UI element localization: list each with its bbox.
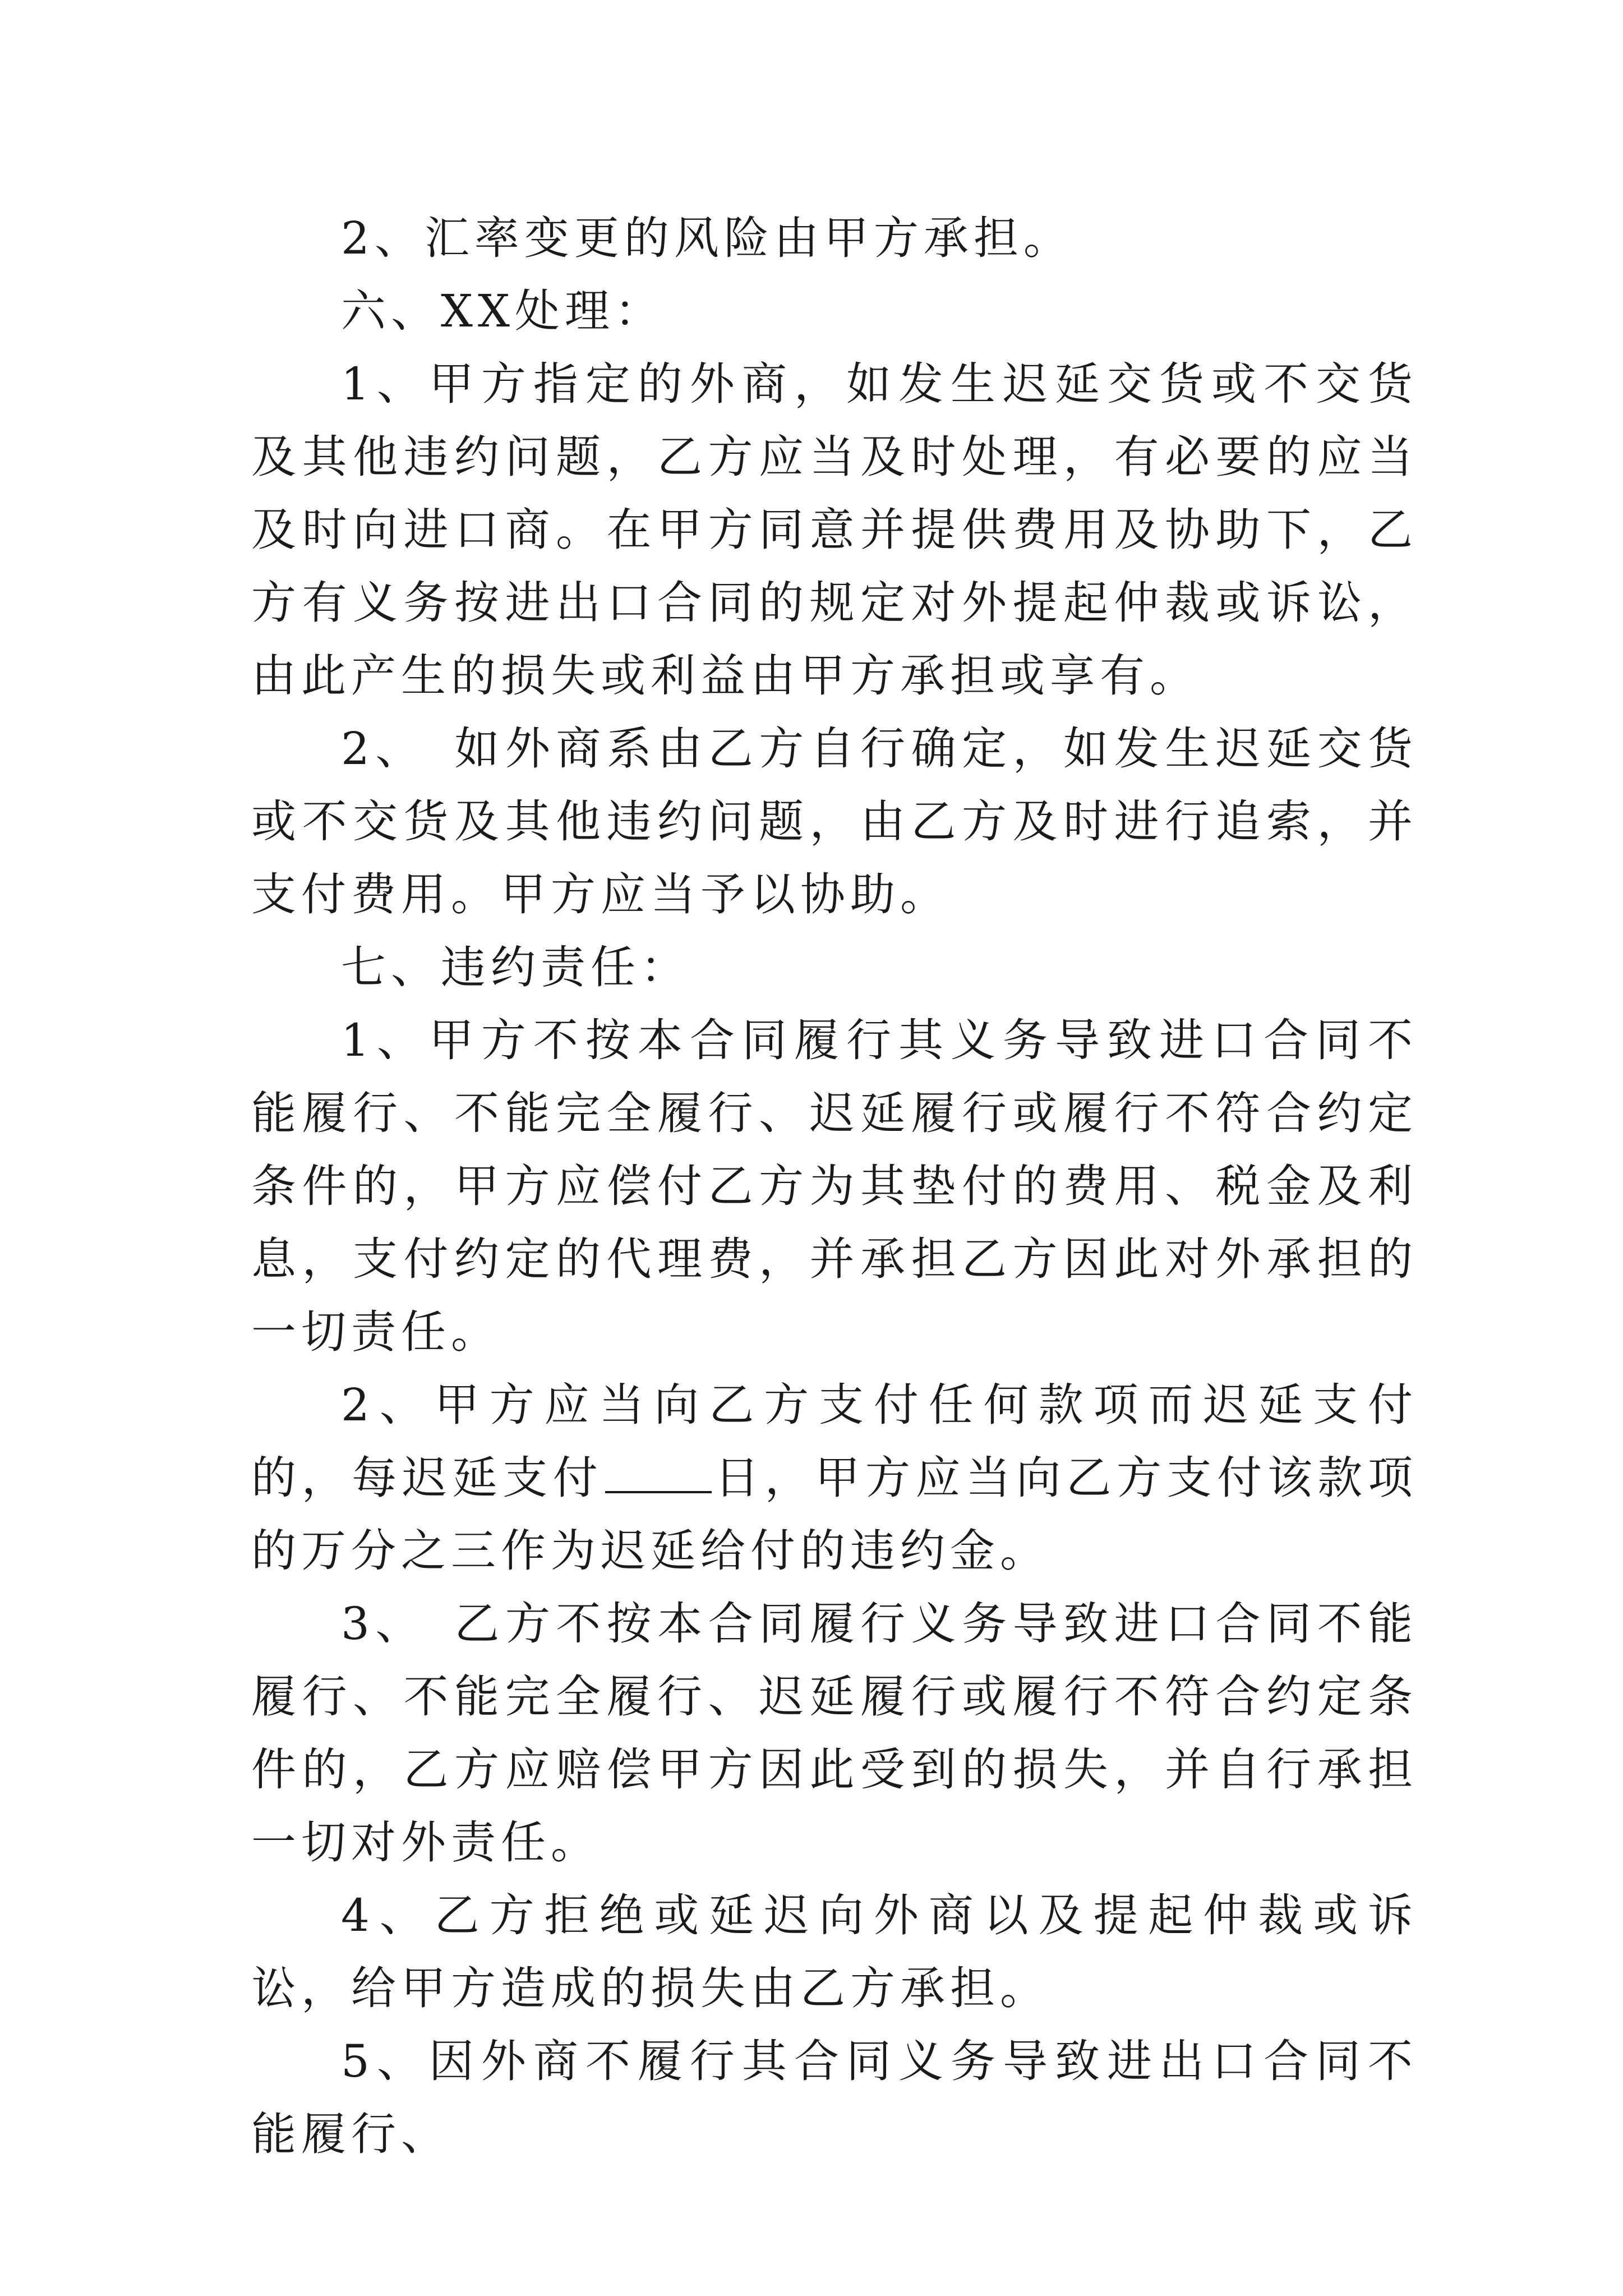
paragraph-party-b-refusal: 4、乙方拒绝或延迟向外商以及提起仲裁或诉讼，给甲方造成的损失由乙方承担。 xyxy=(251,1889,1418,2014)
paragraph-foreign-merchant-default: 5、因外商不履行其合同义务导致进出口合同不能履行、 xyxy=(251,2035,1418,2160)
heading-section-six: 六、XX处理： xyxy=(341,285,665,337)
paragraph-party-a-liability: 1、甲方不按本合同履行其义务导致进口合同不能履行、不能完全履行、迟延履行或履行不符合约定条件的，甲方应偿付乙方为其垫付的费用、税金及利息，支付约定的代理费，并承担乙方因此对外承担的一切责任。 xyxy=(251,1014,1418,1358)
document-body xyxy=(251,202,1418,2171)
fill-in-blank-days xyxy=(605,1457,712,1493)
penalty-text-after-blank: 日，甲方应当向乙方支付该款项的万分之三作为迟延给付的违约金。 xyxy=(251,1452,1418,1577)
paragraph-party-b-liability: 3、 乙方不按本合同履行义务导致进口合同不能履行、不能完全履行、迟延履行或履行不符合约定条件的，乙方应赔偿甲方因此受到的损失，并自行承担一切对外责任。 xyxy=(251,1598,1418,1869)
paragraph-self-selected-foreign-merchant: 2、 如外商系由乙方自行确定，如发生迟延交货或不交货及其他违约问题，由乙方及时进行追索，并支付费用。甲方应当予以协助。 xyxy=(251,723,1418,921)
paragraph-late-payment-penalty xyxy=(251,1369,1418,1588)
paragraph-exchange-rate-risk: 2、汇率变更的风险由甲方承担。 xyxy=(341,212,1073,264)
paragraph-designated-foreign-merchant: 1、甲方指定的外商，如发生迟延交货或不交货及其他违约问题，乙方应当及时处理，有必要的应当及时向进口商。在甲方同意并提供费用及协助下，乙方有义务按进出口合同的规定对外提起仲裁或诉讼，由此产生的损失或利益由甲方承担或享有。 xyxy=(251,358,1418,702)
heading-section-seven: 七、违约责任： xyxy=(341,941,690,993)
penalty-text-before-blank: 2、甲方应当向乙方支付任何款项而迟延支付的，每迟延支付 xyxy=(251,1379,1418,1504)
